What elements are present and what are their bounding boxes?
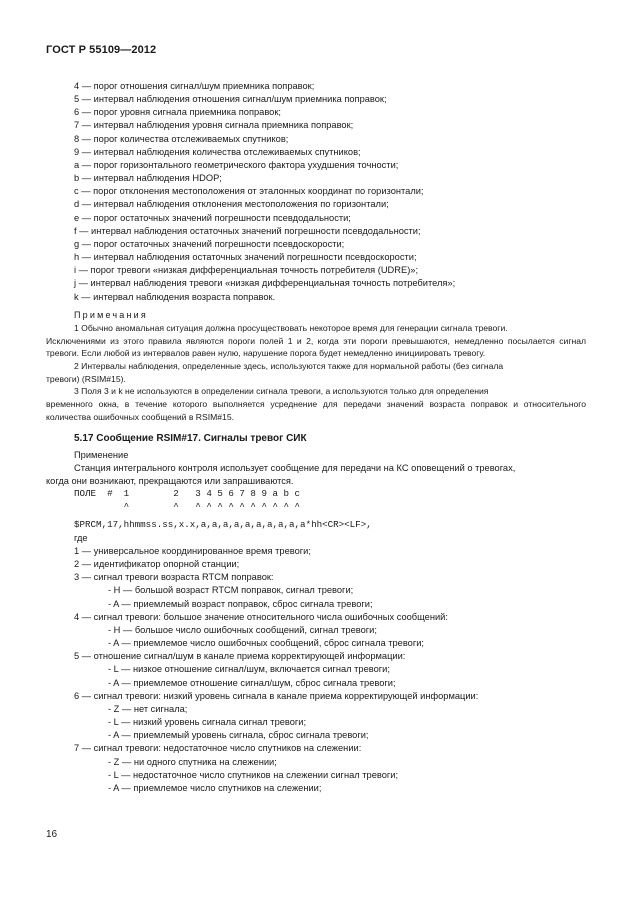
field-item: 2 — идентификатор опорной станции; xyxy=(74,559,240,570)
list-item: h — интервал наблюдения остаточных значений погрешности псевдоскорости; xyxy=(74,252,417,263)
field-descriptions xyxy=(46,545,586,795)
field-item: 1 — универсальное координированное время тревоги; xyxy=(74,546,311,556)
list-item: k — интервал наблюдения возраста поправок. xyxy=(74,291,276,302)
field-subitem: - A — приемлемое отношение сигнал/шум, сброс сигнала тревоги; xyxy=(108,677,396,688)
note-paragraph xyxy=(46,322,586,360)
field-subitem: - A — приемлемый возраст поправок, сброс сигнала тревоги; xyxy=(108,598,373,609)
list-item: 8 — порог количества отслеживаемых спутников; xyxy=(74,133,289,144)
field-subitem: - Z — ни одного спутника на слежении; xyxy=(108,756,277,767)
note-first-line: 2 Интервалы наблюдения, определенные здесь, используются также для нормальной работы (без сигнала xyxy=(74,360,504,371)
field-subitem: - L — недостаточное число спутников на слежении сигнал тревоги; xyxy=(108,769,399,780)
list-item: f — интервал наблюдения остаточных значений погрешности псевдодальности; xyxy=(74,225,421,236)
field-item: 4 — сигнал тревоги: большое значение относительного числа ошибочных сообщений: xyxy=(74,611,448,622)
note-continuation: Исключениями из этого правила являются пороги полей 1 и 2, когда эти пороги превышаются, немедленно посылается сигнал тревоги. Если любой из интервалов равен нулю, нарушение порога будет немедленно инициировать тревогу. xyxy=(46,335,586,359)
field-subitem: - L — низкое отношение сигнал/шум, включается сигнал тревоги; xyxy=(108,664,390,675)
list-item: e — порог остаточных значений погрешности псевдодальности; xyxy=(74,212,351,223)
field-item: 7 — сигнал тревоги: недостаточное число спутников на слежении: xyxy=(74,743,362,754)
list-item: 4 — порог отношения сигнал/шум приемника поправок; xyxy=(74,81,315,91)
field-subitem: - A — приемлемое число спутников на слежении; xyxy=(108,782,322,793)
application-continuation: когда они возникают, прекращаются или запрашиваются. xyxy=(46,475,294,486)
field-subitem: - L — низкий уровень сигнала сигнал тревоги; xyxy=(108,717,307,728)
field-item: 5 — отношение сигнал/шум в канале приема корректирующей информации: xyxy=(74,651,406,662)
list-item: j — интервал наблюдения тревоги «низкая дифференциальная точность потребителя»; xyxy=(74,278,456,289)
parameter-list xyxy=(46,80,586,304)
field-subitem: - H — большое число ошибочных сообщений, сигнал тревоги; xyxy=(108,624,377,635)
note-continuation: временного окна, в течение которого выполняется усреднение для передачи значений возраста поправок и относительного количества ошибочных сообщений в RSIM#15. xyxy=(46,399,586,422)
note-paragraph xyxy=(46,360,586,385)
note-paragraph xyxy=(46,385,586,423)
format-field-numbers: ПОЛЕ # 1 2 3 4 5 6 7 8 9 a b c xyxy=(74,488,301,500)
list-item: 7 — интервал наблюдения уровня сигнала приемника поправок; xyxy=(74,120,354,131)
where-label: где xyxy=(74,532,88,543)
note-continuation: тревоги) (RSIM#15). xyxy=(46,373,126,384)
list-item: 6 — порог уровня сигнала приемника поправок; xyxy=(74,107,281,118)
list-item: g — порог остаточных значений погрешности псевдоскорости; xyxy=(74,238,345,249)
application-first-line: Станция интегрального контроля использует сообщение для передачи на КС оповещений о тревогах, xyxy=(74,462,516,473)
application-paragraph xyxy=(46,462,586,488)
page-number: 16 xyxy=(46,829,58,840)
list-item: a — порог горизонтального геометрического фактора ухудшения точности; xyxy=(74,159,399,170)
format-field-markers: ^ ^ ^ ^ ^ ^ ^ ^ ^ ^ ^ ^ xyxy=(74,500,301,512)
section-heading: 5.17 Сообщение RSIM#17. Сигналы тревог СИК xyxy=(74,433,307,445)
list-item: 5 — интервал наблюдения отношения сигнал/шум приемника поправок; xyxy=(74,94,387,105)
list-item: i — порог тревоги «низкая дифференциальная точность потребителя (UDRE)»; xyxy=(74,265,419,276)
notes-title: Примечания xyxy=(74,309,148,320)
field-subitem: - A — приемлемый уровень сигнала, сброс сигнала тревоги; xyxy=(108,730,369,741)
field-item: 3 — сигнал тревоги возраста RTCM поправок: xyxy=(74,572,274,583)
field-item: 6 — сигнал тревоги: низкий уровень сигнала в канале приема корректирующей информации: xyxy=(74,690,479,701)
list-item: b — интервал наблюдения HDOP; xyxy=(74,173,222,184)
list-item: d — интервал наблюдения отклонения местоположения по горизонтали; xyxy=(74,199,389,210)
document-header: ГОСТ Р 55109—2012 xyxy=(46,44,157,56)
note-first-line: 1 Обычно аномальная ситуация должна просуществовать некоторое время для генерации сигнала тревоги. xyxy=(74,322,508,333)
list-item: 9 — интервал наблюдения количества отслеживаемых спутников; xyxy=(74,146,361,157)
list-item: c — порог отклонения местоположения от эталонных координат по горизонтали; xyxy=(74,186,424,197)
field-subitem: - H — большой возраст RTCM поправок, сигнал тревоги; xyxy=(108,585,354,596)
note-first-line: 3 Поля 3 и k не используются в определении сигнала тревоги, а используются только для определения xyxy=(74,386,489,397)
application-label: Применение xyxy=(74,449,129,460)
field-subitem: - Z — нет сигнала; xyxy=(108,703,188,714)
field-subitem: - A — приемлемое число ошибочных сообщений, сброс сигнала тревоги; xyxy=(108,638,425,649)
page-content xyxy=(46,80,586,795)
format-sentence: $PRCM,17,hhmmss.ss,x.x,a,a,a,a,a,a,a,a,a,a*hh<CR><LF>, xyxy=(74,519,372,531)
